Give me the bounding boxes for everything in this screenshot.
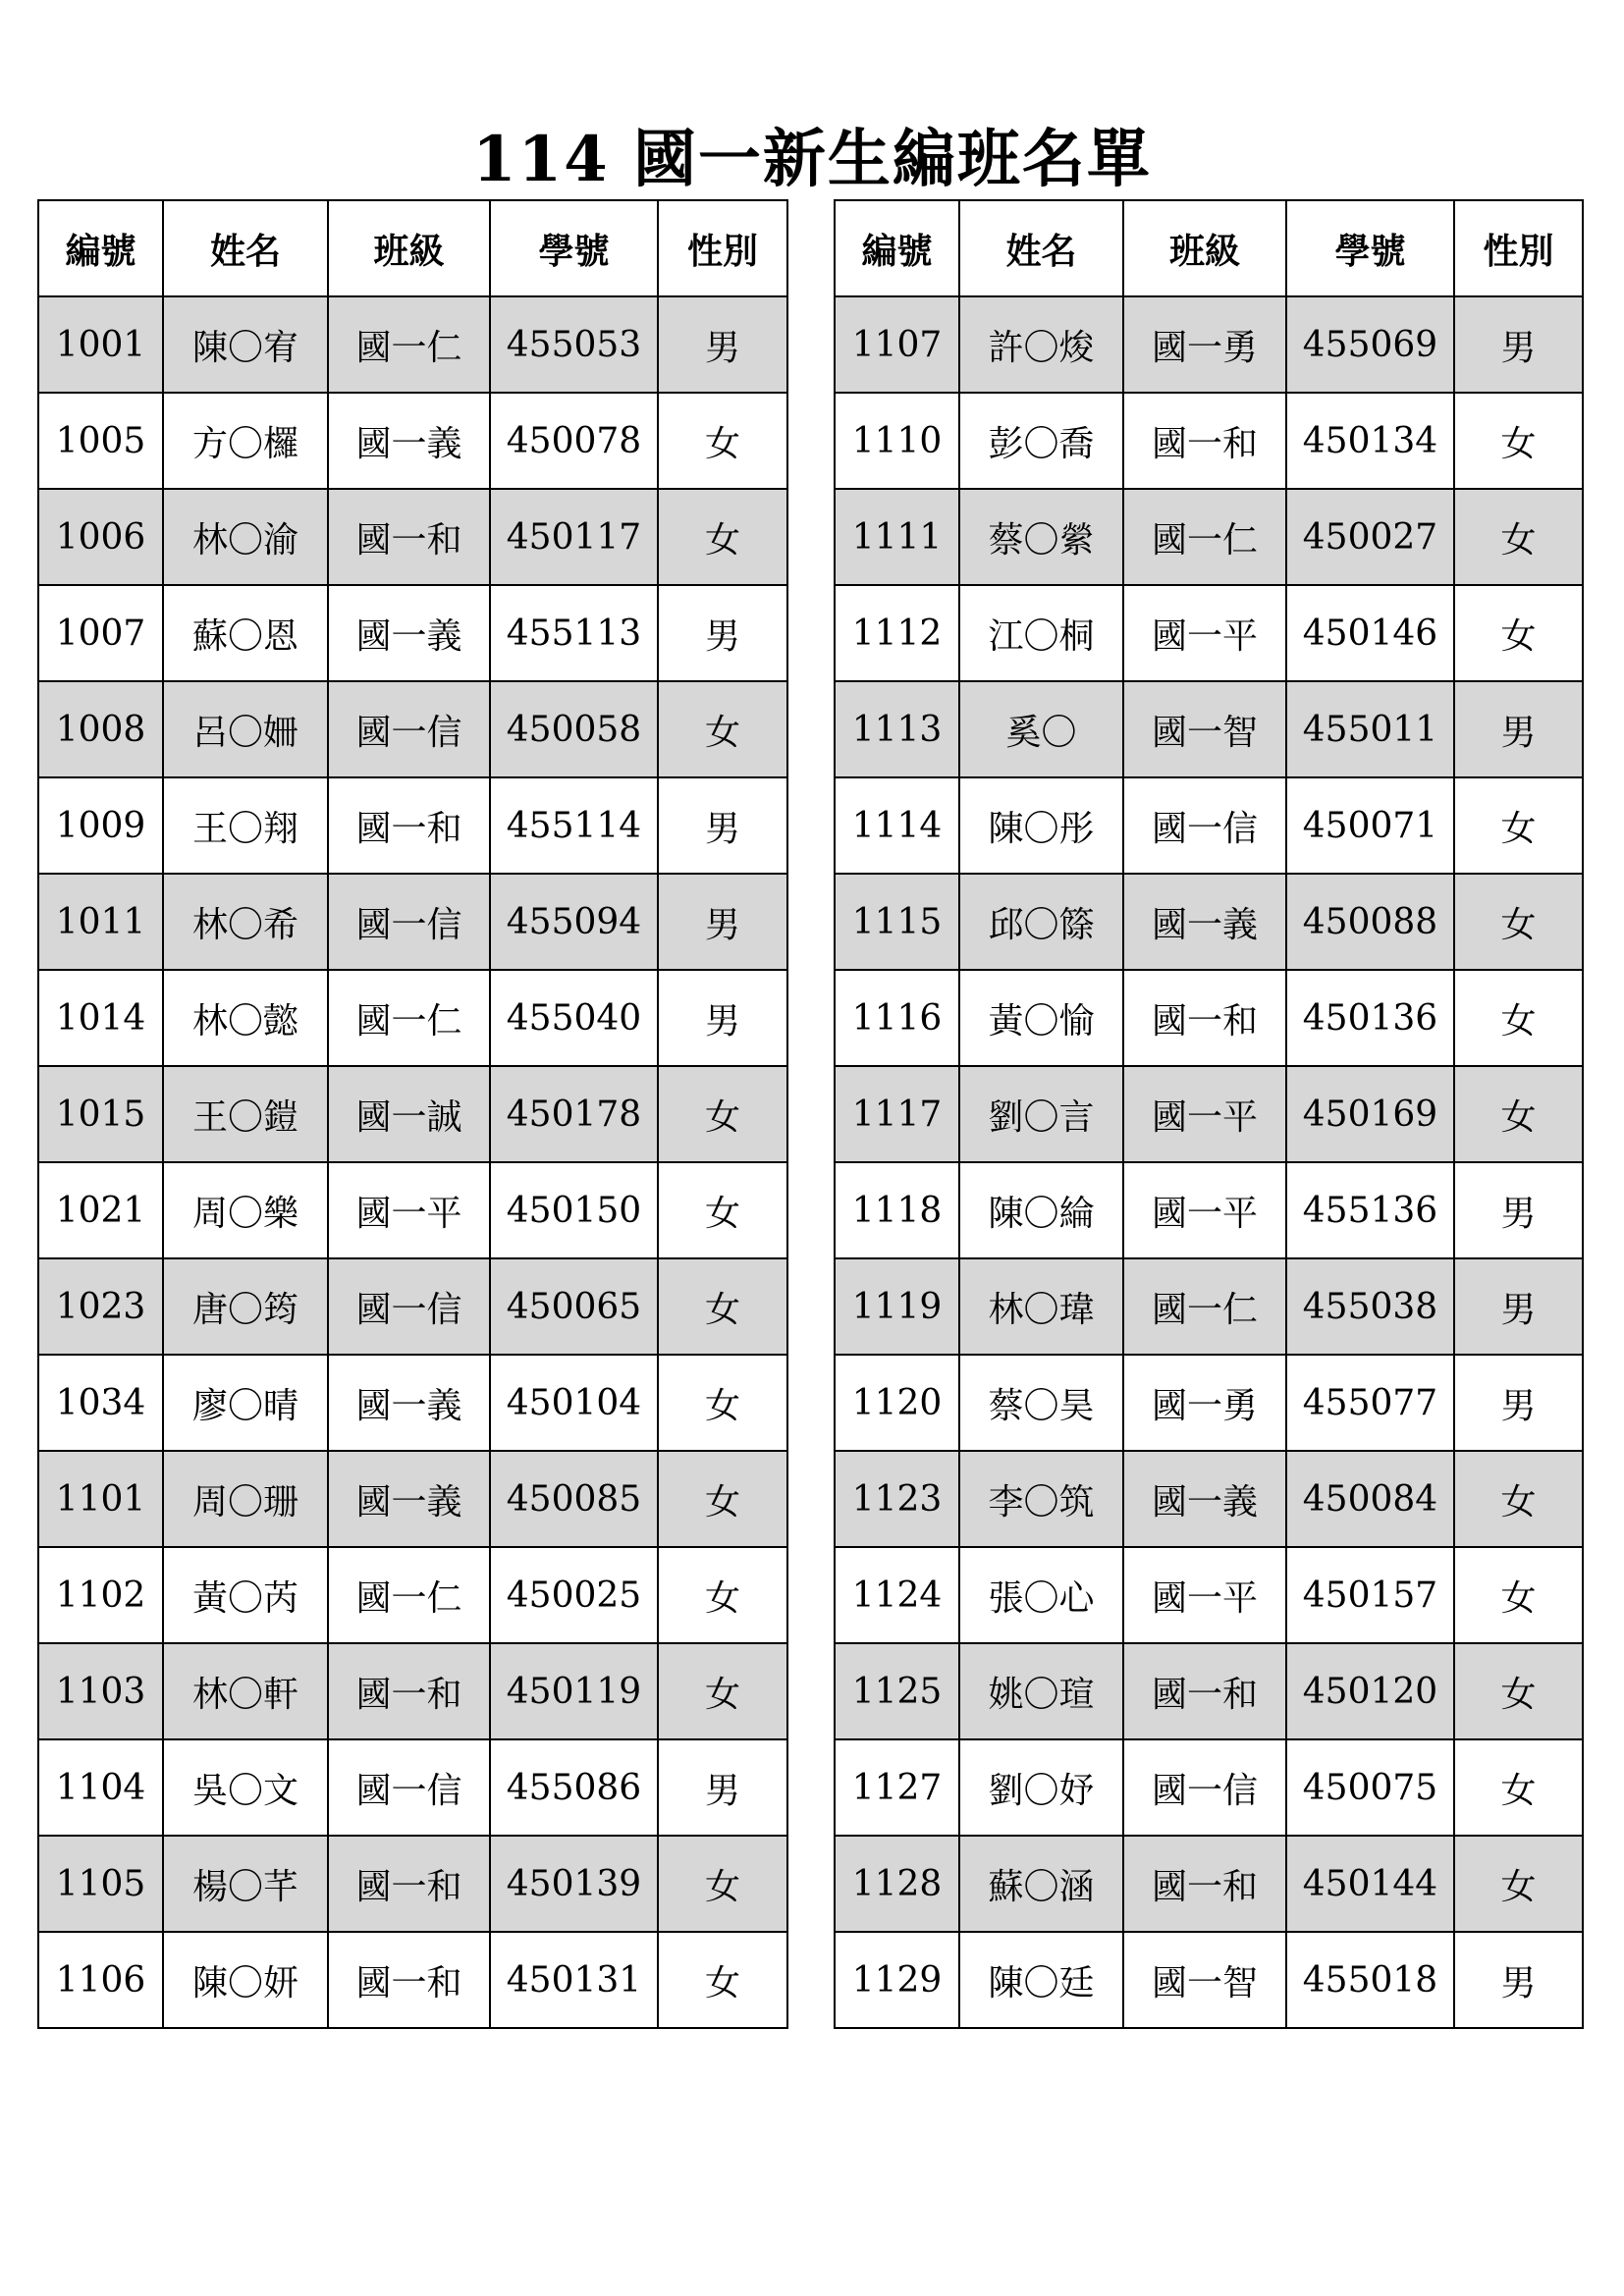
cell-name: 蔡〇縈 xyxy=(959,489,1123,585)
cell-class: 國一義 xyxy=(328,1451,490,1547)
cell-class: 國一和 xyxy=(1123,393,1286,489)
cell-number: 1107 xyxy=(835,296,959,393)
header-sex: 性別 xyxy=(1454,200,1583,296)
cell-number: 1103 xyxy=(38,1643,163,1739)
cell-student-id: 455040 xyxy=(490,970,658,1066)
cell-name: 方〇欏 xyxy=(163,393,328,489)
cell-student-id: 455113 xyxy=(490,585,658,681)
cell-student-id: 450058 xyxy=(490,681,658,777)
table-row xyxy=(38,1066,787,1162)
cell-name: 黃〇芮 xyxy=(163,1547,328,1643)
cell-student-id: 450117 xyxy=(490,489,658,585)
cell-number: 1015 xyxy=(38,1066,163,1162)
cell-name: 楊〇芊 xyxy=(163,1836,328,1932)
roster-body-right xyxy=(835,296,1583,2028)
cell-student-id: 455086 xyxy=(490,1739,658,1836)
table-row xyxy=(38,970,787,1066)
cell-name: 廖〇晴 xyxy=(163,1355,328,1451)
cell-name: 蘇〇涵 xyxy=(959,1836,1123,1932)
cell-name: 陳〇彤 xyxy=(959,777,1123,874)
cell-student-id: 450139 xyxy=(490,1836,658,1932)
cell-number: 1112 xyxy=(835,585,959,681)
cell-number: 1120 xyxy=(835,1355,959,1451)
cell-class: 國一信 xyxy=(328,874,490,970)
cell-name: 周〇珊 xyxy=(163,1451,328,1547)
cell-name: 蔡〇昊 xyxy=(959,1355,1123,1451)
cell-student-id: 450178 xyxy=(490,1066,658,1162)
cell-sex: 女 xyxy=(1454,1066,1583,1162)
cell-sex: 男 xyxy=(1454,1932,1583,2028)
cell-sex: 男 xyxy=(1454,681,1583,777)
cell-number: 1125 xyxy=(835,1643,959,1739)
cell-name: 周〇樂 xyxy=(163,1162,328,1258)
cell-sex: 男 xyxy=(658,777,787,874)
cell-sex: 女 xyxy=(1454,393,1583,489)
cell-number: 1111 xyxy=(835,489,959,585)
cell-number: 1006 xyxy=(38,489,163,585)
table-row xyxy=(38,1547,787,1643)
cell-student-id: 450027 xyxy=(1286,489,1454,585)
table-row xyxy=(835,1451,1583,1547)
cell-student-id: 455053 xyxy=(490,296,658,393)
header-class: 班級 xyxy=(1123,200,1286,296)
cell-student-id: 455136 xyxy=(1286,1162,1454,1258)
table-row xyxy=(835,1258,1583,1355)
cell-name: 邱〇篨 xyxy=(959,874,1123,970)
cell-sex: 男 xyxy=(658,874,787,970)
cell-number: 1129 xyxy=(835,1932,959,2028)
cell-name: 林〇瑋 xyxy=(959,1258,1123,1355)
table-row xyxy=(835,1162,1583,1258)
cell-class: 國一仁 xyxy=(1123,1258,1286,1355)
cell-student-id: 455114 xyxy=(490,777,658,874)
cell-name: 黃〇愉 xyxy=(959,970,1123,1066)
cell-name: 劉〇妤 xyxy=(959,1739,1123,1836)
cell-name: 呂〇姍 xyxy=(163,681,328,777)
table-row xyxy=(835,681,1583,777)
cell-sex: 女 xyxy=(658,1836,787,1932)
header-row xyxy=(835,200,1583,296)
cell-number: 1001 xyxy=(38,296,163,393)
table-row xyxy=(38,1355,787,1451)
cell-class: 國一信 xyxy=(328,681,490,777)
cell-name: 王〇翔 xyxy=(163,777,328,874)
cell-student-id: 450120 xyxy=(1286,1643,1454,1739)
cell-sex: 女 xyxy=(658,1932,787,2028)
cell-sex: 女 xyxy=(658,1547,787,1643)
cell-sex: 女 xyxy=(658,489,787,585)
table-row xyxy=(38,1258,787,1355)
cell-student-id: 450169 xyxy=(1286,1066,1454,1162)
cell-class: 國一義 xyxy=(1123,1451,1286,1547)
cell-class: 國一和 xyxy=(328,1932,490,2028)
cell-student-id: 450075 xyxy=(1286,1739,1454,1836)
cell-class: 國一和 xyxy=(328,1643,490,1739)
cell-number: 1034 xyxy=(38,1355,163,1451)
cell-student-id: 450071 xyxy=(1286,777,1454,874)
header-class: 班級 xyxy=(328,200,490,296)
table-row xyxy=(38,1643,787,1739)
cell-name: 吳〇文 xyxy=(163,1739,328,1836)
header-student-id: 學號 xyxy=(1286,200,1454,296)
cell-class: 國一平 xyxy=(1123,1547,1286,1643)
cell-name: 林〇渝 xyxy=(163,489,328,585)
cell-number: 1106 xyxy=(38,1932,163,2028)
cell-number: 1119 xyxy=(835,1258,959,1355)
cell-student-id: 450119 xyxy=(490,1643,658,1739)
cell-student-id: 450104 xyxy=(490,1355,658,1451)
cell-number: 1011 xyxy=(38,874,163,970)
cell-class: 國一和 xyxy=(328,1836,490,1932)
cell-name: 許〇焌 xyxy=(959,296,1123,393)
roster-table-left xyxy=(37,199,788,2029)
cell-student-id: 450146 xyxy=(1286,585,1454,681)
cell-name: 彭〇喬 xyxy=(959,393,1123,489)
cell-number: 1008 xyxy=(38,681,163,777)
cell-name: 林〇軒 xyxy=(163,1643,328,1739)
cell-class: 國一信 xyxy=(328,1258,490,1355)
cell-sex: 女 xyxy=(1454,970,1583,1066)
cell-student-id: 450085 xyxy=(490,1451,658,1547)
cell-class: 國一義 xyxy=(1123,874,1286,970)
table-row xyxy=(835,1836,1583,1932)
cell-class: 國一和 xyxy=(328,777,490,874)
cell-name: 李〇筑 xyxy=(959,1451,1123,1547)
cell-number: 1104 xyxy=(38,1739,163,1836)
cell-class: 國一仁 xyxy=(328,296,490,393)
cell-sex: 女 xyxy=(1454,1836,1583,1932)
cell-number: 1124 xyxy=(835,1547,959,1643)
cell-student-id: 450136 xyxy=(1286,970,1454,1066)
cell-student-id: 455011 xyxy=(1286,681,1454,777)
cell-name: 姚〇瑄 xyxy=(959,1643,1123,1739)
header-row xyxy=(38,200,787,296)
cell-sex: 女 xyxy=(1454,1451,1583,1547)
cell-name: 林〇懿 xyxy=(163,970,328,1066)
cell-sex: 女 xyxy=(1454,1643,1583,1739)
cell-class: 國一信 xyxy=(1123,777,1286,874)
table-row xyxy=(835,970,1583,1066)
cell-student-id: 450025 xyxy=(490,1547,658,1643)
cell-class: 國一誠 xyxy=(328,1066,490,1162)
cell-number: 1127 xyxy=(835,1739,959,1836)
cell-student-id: 455077 xyxy=(1286,1355,1454,1451)
cell-number: 1110 xyxy=(835,393,959,489)
table-row xyxy=(38,296,787,393)
cell-class: 國一平 xyxy=(1123,1162,1286,1258)
table-row xyxy=(38,777,787,874)
table-row xyxy=(835,1739,1583,1836)
cell-class: 國一仁 xyxy=(328,970,490,1066)
cell-class: 國一信 xyxy=(1123,1739,1286,1836)
cell-sex: 男 xyxy=(658,1739,787,1836)
cell-class: 國一義 xyxy=(328,393,490,489)
table-row xyxy=(38,1932,787,2028)
cell-number: 1115 xyxy=(835,874,959,970)
cell-sex: 女 xyxy=(1454,1547,1583,1643)
cell-student-id: 450078 xyxy=(490,393,658,489)
table-row xyxy=(38,1836,787,1932)
cell-number: 1102 xyxy=(38,1547,163,1643)
cell-sex: 女 xyxy=(658,1451,787,1547)
cell-sex: 女 xyxy=(658,1162,787,1258)
cell-class: 國一仁 xyxy=(328,1547,490,1643)
table-row xyxy=(835,1643,1583,1739)
cell-number: 1123 xyxy=(835,1451,959,1547)
table-row xyxy=(38,681,787,777)
table-row xyxy=(835,1355,1583,1451)
cell-sex: 女 xyxy=(1454,874,1583,970)
cell-sex: 女 xyxy=(1454,585,1583,681)
cell-number: 1113 xyxy=(835,681,959,777)
cell-number: 1114 xyxy=(835,777,959,874)
table-row xyxy=(835,489,1583,585)
cell-student-id: 455018 xyxy=(1286,1932,1454,2028)
cell-sex: 女 xyxy=(1454,777,1583,874)
table-row xyxy=(38,1162,787,1258)
table-row xyxy=(38,585,787,681)
cell-sex: 男 xyxy=(1454,1162,1583,1258)
cell-sex: 女 xyxy=(658,1355,787,1451)
table-row xyxy=(835,296,1583,393)
cell-name: 劉〇言 xyxy=(959,1066,1123,1162)
header-number: 編號 xyxy=(38,200,163,296)
table-row xyxy=(38,1451,787,1547)
cell-number: 1007 xyxy=(38,585,163,681)
cell-class: 國一平 xyxy=(1123,1066,1286,1162)
table-row xyxy=(38,1739,787,1836)
table-row xyxy=(835,585,1583,681)
cell-class: 國一仁 xyxy=(1123,489,1286,585)
cell-class: 國一勇 xyxy=(1123,1355,1286,1451)
header-name: 姓名 xyxy=(163,200,328,296)
roster-body-left xyxy=(38,296,787,2028)
cell-class: 國一義 xyxy=(328,1355,490,1451)
cell-sex: 男 xyxy=(658,970,787,1066)
cell-number: 1005 xyxy=(38,393,163,489)
cell-student-id: 450150 xyxy=(490,1162,658,1258)
header-sex: 性別 xyxy=(658,200,787,296)
cell-class: 國一勇 xyxy=(1123,296,1286,393)
cell-number: 1105 xyxy=(38,1836,163,1932)
table-row xyxy=(835,874,1583,970)
cell-name: 陳〇妍 xyxy=(163,1932,328,2028)
cell-class: 國一和 xyxy=(1123,970,1286,1066)
cell-name: 陳〇宥 xyxy=(163,296,328,393)
table-row xyxy=(835,1066,1583,1162)
cell-sex: 男 xyxy=(658,585,787,681)
cell-class: 國一智 xyxy=(1123,1932,1286,2028)
cell-class: 國一和 xyxy=(1123,1643,1286,1739)
cell-student-id: 450088 xyxy=(1286,874,1454,970)
cell-class: 國一平 xyxy=(328,1162,490,1258)
cell-class: 國一義 xyxy=(328,585,490,681)
table-row xyxy=(38,393,787,489)
cell-student-id: 450144 xyxy=(1286,1836,1454,1932)
cell-name: 江〇桐 xyxy=(959,585,1123,681)
cell-sex: 女 xyxy=(1454,1739,1583,1836)
table-row xyxy=(835,1932,1583,2028)
cell-sex: 女 xyxy=(658,1258,787,1355)
cell-number: 1023 xyxy=(38,1258,163,1355)
cell-sex: 女 xyxy=(658,1066,787,1162)
header-name: 姓名 xyxy=(959,200,1123,296)
cell-sex: 男 xyxy=(1454,1258,1583,1355)
table-row xyxy=(38,874,787,970)
cell-sex: 男 xyxy=(1454,296,1583,393)
cell-name: 陳〇綸 xyxy=(959,1162,1123,1258)
cell-student-id: 450084 xyxy=(1286,1451,1454,1547)
cell-sex: 女 xyxy=(658,393,787,489)
cell-number: 1014 xyxy=(38,970,163,1066)
cell-number: 1128 xyxy=(835,1836,959,1932)
cell-student-id: 455038 xyxy=(1286,1258,1454,1355)
cell-name: 王〇鎧 xyxy=(163,1066,328,1162)
cell-number: 1021 xyxy=(38,1162,163,1258)
roster-table-right xyxy=(834,199,1584,2029)
cell-number: 1009 xyxy=(38,777,163,874)
table-row xyxy=(835,393,1583,489)
cell-name: 唐〇筠 xyxy=(163,1258,328,1355)
cell-student-id: 450157 xyxy=(1286,1547,1454,1643)
table-row xyxy=(38,489,787,585)
cell-student-id: 450065 xyxy=(490,1258,658,1355)
cell-class: 國一和 xyxy=(328,489,490,585)
cell-class: 國一和 xyxy=(1123,1836,1286,1932)
cell-class: 國一智 xyxy=(1123,681,1286,777)
cell-class: 國一信 xyxy=(328,1739,490,1836)
table-row xyxy=(835,1547,1583,1643)
cell-number: 1117 xyxy=(835,1066,959,1162)
header-student-id: 學號 xyxy=(490,200,658,296)
cell-student-id: 450131 xyxy=(490,1932,658,2028)
cell-sex: 男 xyxy=(658,296,787,393)
cell-number: 1101 xyxy=(38,1451,163,1547)
cell-class: 國一平 xyxy=(1123,585,1286,681)
cell-number: 1116 xyxy=(835,970,959,1066)
cell-name: 林〇希 xyxy=(163,874,328,970)
cell-name: 蘇〇恩 xyxy=(163,585,328,681)
cell-sex: 女 xyxy=(658,681,787,777)
cell-name: 張〇心 xyxy=(959,1547,1123,1643)
cell-sex: 女 xyxy=(658,1643,787,1739)
cell-name: 奚〇 xyxy=(959,681,1123,777)
cell-student-id: 450134 xyxy=(1286,393,1454,489)
cell-student-id: 455094 xyxy=(490,874,658,970)
page-title: 114 國一新生編班名單 xyxy=(472,123,1152,196)
cell-name: 陳〇廷 xyxy=(959,1932,1123,2028)
cell-student-id: 455069 xyxy=(1286,296,1454,393)
cell-sex: 女 xyxy=(1454,489,1583,585)
table-row xyxy=(835,777,1583,874)
cell-sex: 男 xyxy=(1454,1355,1583,1451)
cell-number: 1118 xyxy=(835,1162,959,1258)
header-number: 編號 xyxy=(835,200,959,296)
